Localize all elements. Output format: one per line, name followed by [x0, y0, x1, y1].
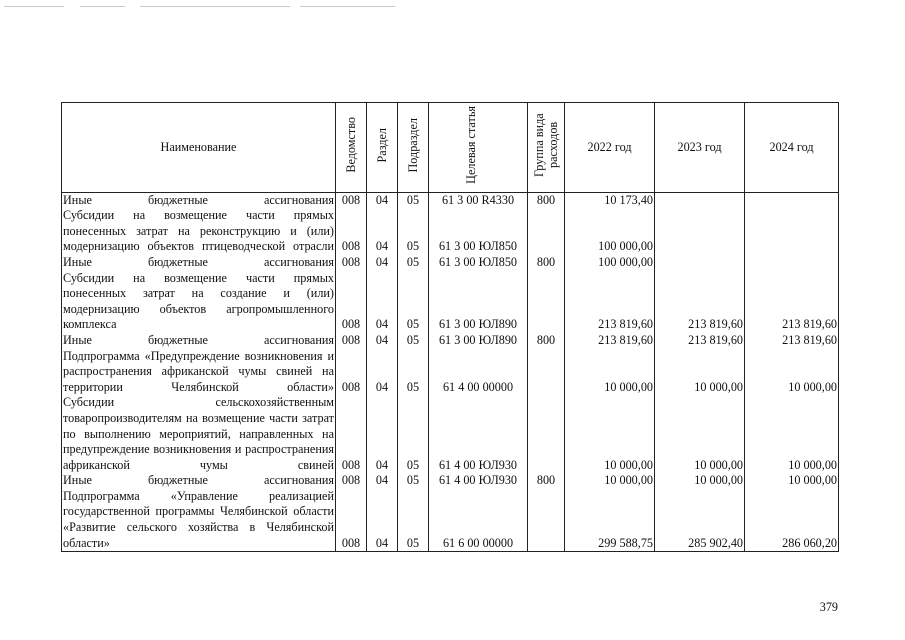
cell-group: [528, 349, 565, 396]
cell-name: Субсидии на возмещение части прямых понесенных затрат на создание и (или) модернизацию объектов агропромышленного комплекса: [63, 270, 334, 332]
cell-2022: 10 000,00: [565, 473, 655, 489]
table-row: [62, 192, 839, 208]
budget-table: [61, 102, 839, 552]
cell-2024: 10 000,00: [745, 349, 839, 396]
header-2023: 2023 год: [655, 103, 745, 193]
cell-vedomstvo: 008: [336, 255, 367, 271]
scan-artifact-line: [80, 6, 125, 7]
scan-artifact-line: [140, 6, 290, 7]
cell-podrazdel: 05: [398, 208, 429, 255]
cell-name: Иные бюджетные ассигнования: [63, 254, 334, 269]
cell-group: 800: [528, 255, 565, 271]
table-header-row: [62, 103, 839, 193]
table-row: [62, 349, 839, 396]
cell-2022: 10 173,40: [565, 192, 655, 208]
cell-target: 61 3 00 ЮЛ850: [429, 208, 528, 255]
cell-2022: 10 000,00: [565, 395, 655, 473]
cell-group: [528, 208, 565, 255]
cell-podrazdel: 05: [398, 255, 429, 271]
cell-2024: [745, 192, 839, 208]
scan-artifact-line: [4, 6, 64, 7]
cell-razdel: 04: [367, 395, 398, 473]
cell-podrazdel: 05: [398, 489, 429, 552]
cell-2023: [655, 208, 745, 255]
header-podrazdel: Подраздел: [398, 103, 429, 193]
header-2022: 2022 год: [565, 103, 655, 193]
cell-2024: 213 819,60: [745, 271, 839, 333]
cell-2024: [745, 255, 839, 271]
table-row: [62, 208, 839, 255]
cell-2022: 213 819,60: [565, 333, 655, 349]
cell-razdel: 04: [367, 271, 398, 333]
scan-artifact-line: [300, 6, 395, 7]
cell-group: [528, 489, 565, 552]
table-row: [62, 489, 839, 552]
cell-2022: 299 588,75: [565, 489, 655, 552]
cell-podrazdel: 05: [398, 192, 429, 208]
table-row: [62, 255, 839, 271]
cell-2023: 213 819,60: [655, 333, 745, 349]
cell-podrazdel: 05: [398, 271, 429, 333]
cell-name: Иные бюджетные ассигнования: [63, 192, 334, 207]
table-row: [62, 473, 839, 489]
cell-target: 61 6 00 00000: [429, 489, 528, 552]
cell-target: 61 3 00 ЮЛ890: [429, 333, 528, 349]
cell-podrazdel: 05: [398, 349, 429, 396]
cell-name: Подпрограмма «Предупреждение возникновения и распространения африканской чумы свиней на территории Челябинской области»: [63, 348, 334, 394]
cell-razdel: 04: [367, 349, 398, 396]
cell-2023: [655, 255, 745, 271]
cell-vedomstvo: 008: [336, 473, 367, 489]
table-row: [62, 271, 839, 333]
page-number: 379: [819, 600, 838, 614]
cell-2023: 285 902,40: [655, 489, 745, 552]
header-razdel: Раздел: [367, 103, 398, 193]
cell-group: 800: [528, 333, 565, 349]
cell-group: [528, 271, 565, 333]
cell-2022: 100 000,00: [565, 255, 655, 271]
cell-2024: 213 819,60: [745, 333, 839, 349]
cell-vedomstvo: 008: [336, 208, 367, 255]
cell-podrazdel: 05: [398, 333, 429, 349]
cell-name: Подпрограмма «Управление реализацией государственной программы Челябинской области «Развитие сельского хозяйства в Челябинской области»: [62, 489, 336, 552]
cell-razdel: 04: [367, 333, 398, 349]
header-2024: 2024 год: [745, 103, 839, 193]
cell-vedomstvo: 008: [336, 271, 367, 333]
cell-2023: [655, 192, 745, 208]
cell-name: Иные бюджетные ассигнования: [63, 473, 334, 488]
cell-2022: 10 000,00: [565, 349, 655, 396]
cell-2024: 10 000,00: [745, 395, 839, 473]
cell-target: 61 3 00 R4330: [429, 192, 528, 208]
cell-2024: 10 000,00: [745, 473, 839, 489]
cell-razdel: 04: [367, 208, 398, 255]
header-name: Наименование: [62, 103, 336, 193]
cell-razdel: 04: [367, 192, 398, 208]
cell-vedomstvo: 008: [336, 489, 367, 552]
table-row: [62, 333, 839, 349]
cell-2024: 286 060,20: [745, 489, 839, 552]
cell-2023: 10 000,00: [655, 349, 745, 396]
cell-2023: 10 000,00: [655, 473, 745, 489]
cell-razdel: 04: [367, 489, 398, 552]
cell-target: 61 3 00 ЮЛ850: [429, 255, 528, 271]
cell-group: [528, 395, 565, 473]
cell-2023: 10 000,00: [655, 395, 745, 473]
cell-razdel: 04: [367, 473, 398, 489]
cell-group: 800: [528, 473, 565, 489]
cell-vedomstvo: 008: [336, 333, 367, 349]
cell-podrazdel: 05: [398, 395, 429, 473]
table-row: [62, 395, 839, 473]
header-vedomstvo: Ведомство: [336, 103, 367, 193]
cell-target: 61 4 00 00000: [429, 349, 528, 396]
cell-target: 61 4 00 ЮЛ930: [429, 395, 528, 473]
cell-2022: 100 000,00: [565, 208, 655, 255]
cell-group: 800: [528, 192, 565, 208]
cell-2023: 213 819,60: [655, 271, 745, 333]
cell-2024: [745, 208, 839, 255]
cell-name: Иные бюджетные ассигнования: [63, 332, 334, 347]
cell-vedomstvo: 008: [336, 349, 367, 396]
cell-2022: 213 819,60: [565, 271, 655, 333]
cell-vedomstvo: 008: [336, 192, 367, 208]
cell-target: 61 3 00 ЮЛ890: [429, 271, 528, 333]
cell-podrazdel: 05: [398, 473, 429, 489]
cell-target: 61 4 00 ЮЛ930: [429, 473, 528, 489]
cell-razdel: 04: [367, 255, 398, 271]
header-target: Целевая статья: [429, 103, 528, 193]
cell-name: Субсидии сельскохозяйственным товаропроизводителям на возмещение части затрат по выполнению мероприятий, направленных на предупреждение возникновения и распространения африканской чумы свиней: [63, 395, 334, 472]
cell-vedomstvo: 008: [336, 395, 367, 473]
header-group: Группа вида расходов: [528, 103, 565, 193]
cell-name: Субсидии на возмещение части прямых понесенных затрат на реконструкцию и (или) модернизацию объектов птицеводческой отрасли: [63, 208, 334, 254]
